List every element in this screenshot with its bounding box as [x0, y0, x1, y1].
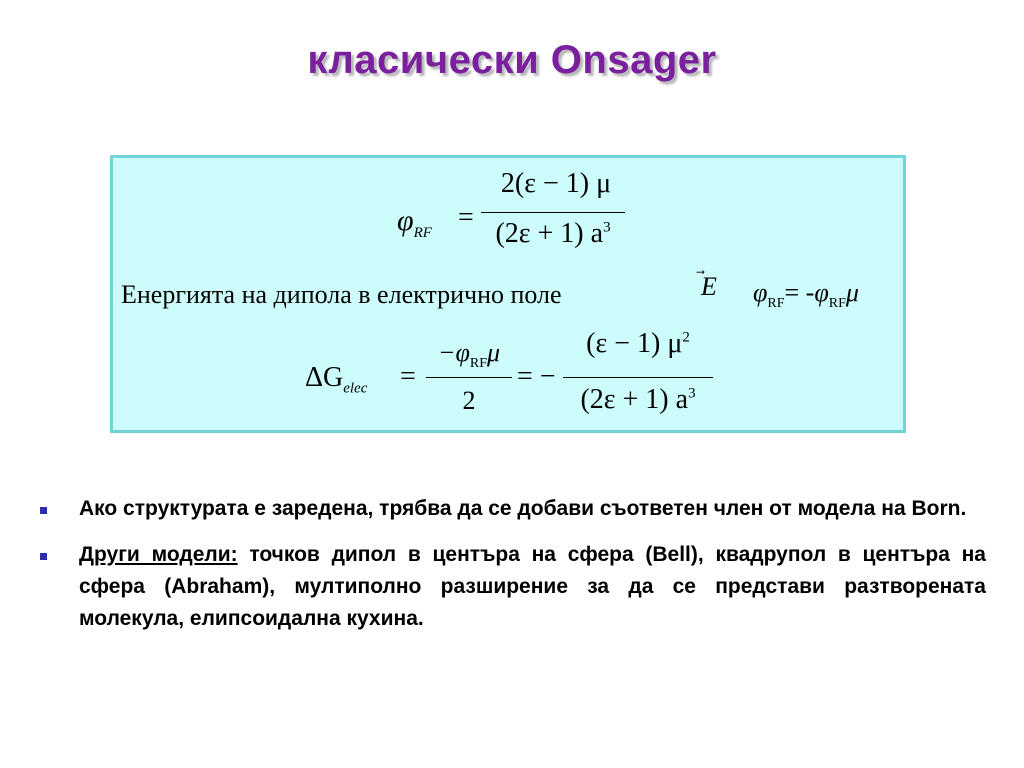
phi-rf-symbol: $\varphi_{RF}$	[397, 204, 432, 241]
eq3-frac1-bar	[426, 377, 512, 378]
energy-equation: $\varphi_{RF}= -\varphi_{RF}\mu$	[753, 278, 859, 312]
bullet-text: Ако структурата е заредена, трябва да се добави съответен член от модела на Born.	[79, 497, 967, 520]
bullet-list	[36, 493, 986, 649]
field-vector-E: E	[701, 272, 717, 301]
square-bullet-icon	[40, 507, 47, 514]
bullet-text: точков дипол в центъра на сфера (Bell), квадрупол в центъра на сфера (Abraham), мултиполно разширение за да се представи разтворената молекула, елипсоидална кухина.	[79, 543, 986, 630]
eq3-frac2-denominator: (2ε + 1) $a^3$	[580, 384, 696, 415]
eq1-denominator: (2ε + 1) $a^3$	[495, 218, 611, 249]
energy-text: Енергията на дипола в електрично поле	[121, 280, 562, 309]
square-bullet-icon	[40, 553, 47, 560]
delta-g-elec: $\Delta G_{elec}$	[305, 362, 368, 397]
eq3-frac1-numerator: $-\varphi_{RF}\mu$	[437, 338, 501, 372]
eq3-frac2-numerator: (ε − 1) $\mu^2$	[586, 328, 690, 359]
bullet-lead: Други модели:	[79, 543, 238, 566]
formula-box	[110, 155, 906, 433]
bullet-item-born	[36, 493, 986, 525]
eq1-equals: =	[458, 202, 474, 233]
eq3-equals: =	[400, 361, 416, 392]
eq3-equals-minus: = −	[517, 361, 556, 392]
bullet-item-other-models	[36, 539, 986, 635]
eq1-numerator: 2(ε − 1) μ	[500, 168, 612, 199]
eq3-frac2-bar	[563, 377, 713, 378]
slide-title: класически Onsager	[307, 38, 717, 82]
eq1-fraction-bar	[481, 212, 625, 213]
eq3-frac1-denominator: 2	[462, 386, 476, 415]
